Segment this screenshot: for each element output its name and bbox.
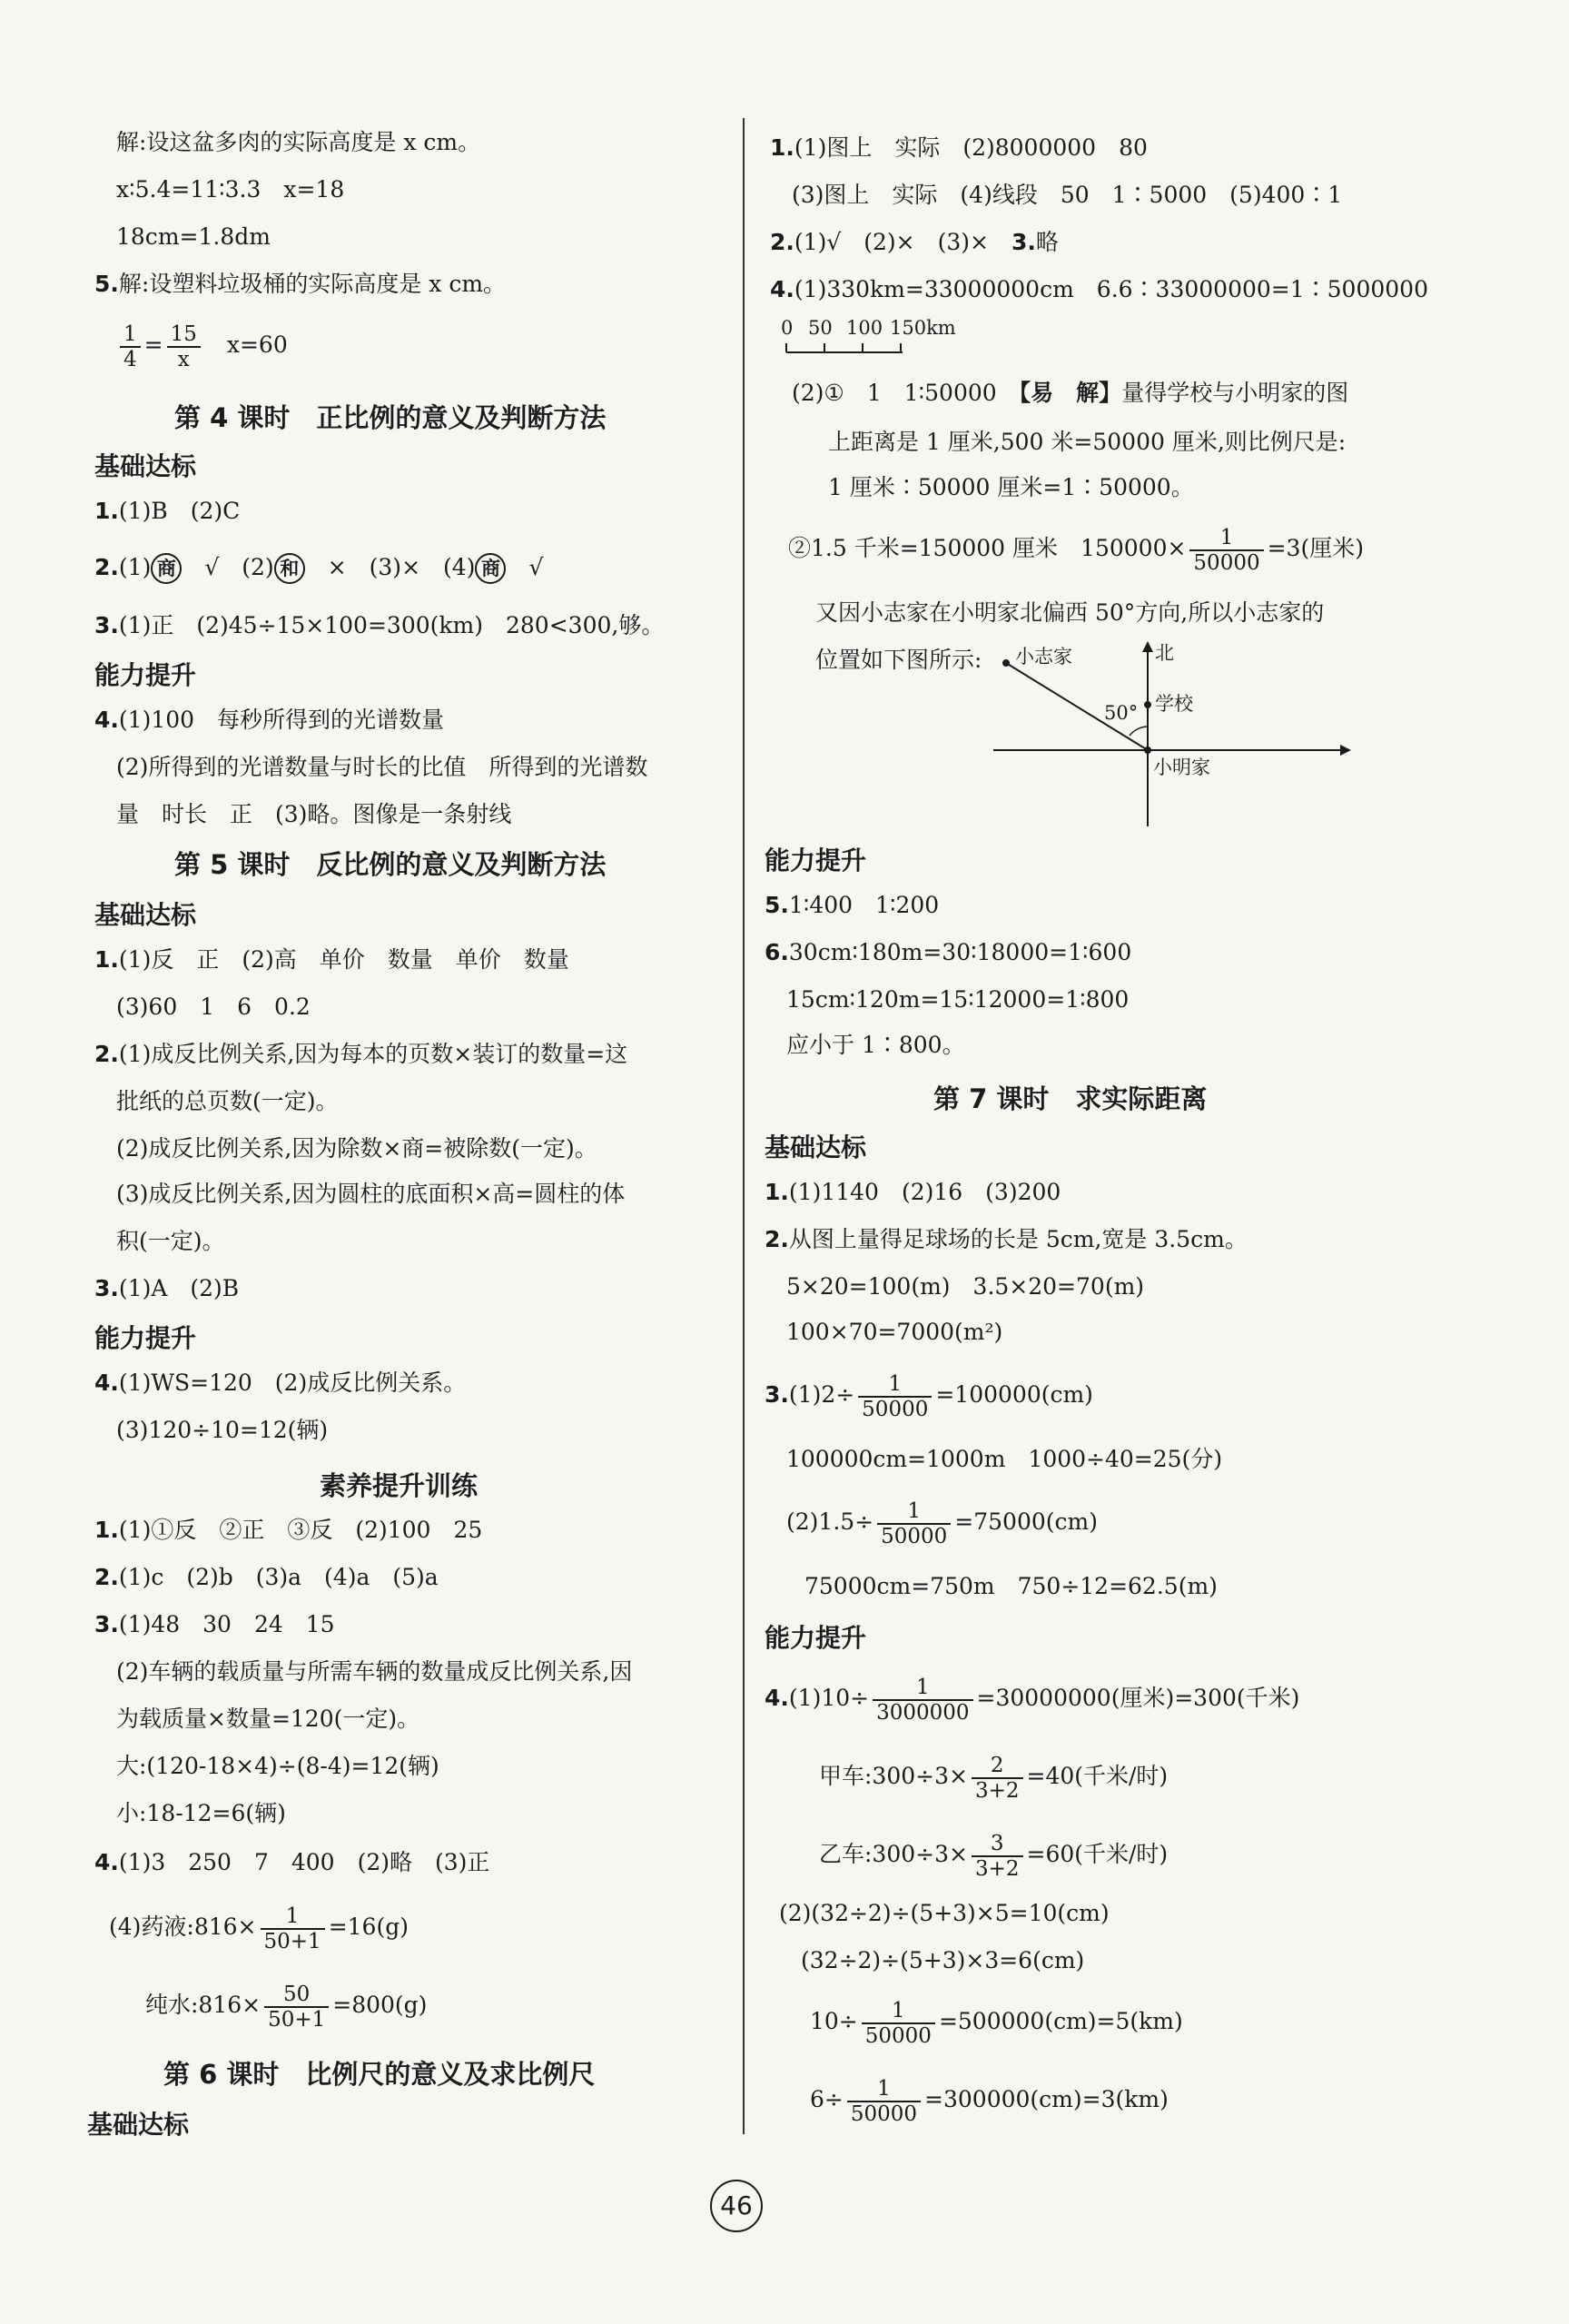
answer-line: (2)车辆的载质量与所需车辆的数量成反比例关系,因: [116, 1658, 633, 1685]
equation-line: 纯水:816× $\frac{50}{50+1}$ =800(g): [145, 1982, 428, 2032]
fraction: $\frac{1}{50000}$: [1189, 526, 1263, 575]
answer-line: (3)成反比例关系,因为圆柱的底面积×高=圆柱的体: [116, 1181, 626, 1207]
fraction: $\frac{1}{50000}$: [862, 1999, 935, 2048]
answer-line: 4.(1)WS=120 (2)成反比例关系。: [94, 1370, 467, 1396]
section-heading: 基础达标: [94, 451, 197, 481]
answer-line: 又因小志家在小明家北偏西 50°方向,所以小志家的: [815, 599, 1325, 626]
equation-line: 4.(1)10÷ $\frac{1}{3000000}$ =30000000(厘米)=300(千米): [765, 1675, 1300, 1725]
answer-line: 100×70=7000(m²): [786, 1319, 1003, 1345]
equation-line: 甲车:300÷3× $\frac{2}{3+2}$ =40(千米/时): [819, 1753, 1169, 1803]
section-heading: 基础达标: [94, 900, 197, 930]
circled-char: 商: [475, 553, 506, 584]
answer-line: 上距离是 1 厘米,500 米=50000 厘米,则比例尺是:: [828, 429, 1347, 455]
angle-arc: [1130, 727, 1148, 736]
section-heading: 能力提升: [94, 1323, 197, 1353]
equation-line: 6÷ $\frac{1}{50000}$ =300000(cm)=3(km): [810, 2076, 1169, 2126]
answer-line: 1.(1)1140 (2)16 (3)200: [765, 1179, 1061, 1205]
point-school: [1144, 701, 1151, 708]
answer-line: (2)① 1 1∶50000 【易 解】量得学校与小明家的图: [792, 380, 1349, 406]
point-xiaoming: [1144, 747, 1151, 754]
answer-line: 4.(1)330km=33000000cm 6.6∶33000000=1∶5000000: [770, 276, 1428, 302]
answer-line: 1 厘米∶50000 厘米=1∶50000。: [828, 474, 1194, 500]
answer-line: 解:设这盆多肉的实际高度是 x cm。: [116, 129, 481, 155]
answer-line: 1.(1)反 正 (2)高 单价 数量 单价 数量: [94, 946, 569, 973]
section-heading: 基础达标: [87, 2110, 190, 2140]
label-angle: 50°: [1104, 702, 1139, 724]
fraction: $\frac{1}{50000}$: [847, 2077, 921, 2126]
equation-line: 乙车:300÷3× $\frac{3}{3+2}$ =60(千米/时): [819, 1831, 1169, 1881]
lesson-heading: 第 4 课时 正比例的意义及判断方法: [174, 402, 607, 433]
answer-line: (3)60 1 6 0.2: [116, 994, 311, 1020]
line-scale-figure: [779, 309, 997, 360]
lesson-heading: 第 6 课时 比例尺的意义及求比例尺: [163, 2059, 596, 2090]
fraction: $\frac{3}{3+2}$: [972, 1832, 1023, 1881]
answer-line: 5×20=100(m) 3.5×20=70(m): [786, 1273, 1145, 1300]
answer-line: (2)成反比例关系,因为除数×商=被除数(一定)。: [116, 1135, 597, 1162]
answer-line: 量 时长 正 (3)略。图像是一条射线: [116, 801, 512, 827]
answer-line: 2.(1)√ (2)× (3)× 3.略: [770, 229, 1059, 255]
section-heading: 能力提升: [765, 1623, 867, 1653]
equation-line: $\frac{1}{4}$ = $\frac{15}{x}$ x=60: [116, 318, 288, 372]
column-divider: [743, 118, 745, 2134]
answer-line: 100000cm=1000m 1000÷40=25(分): [786, 1446, 1223, 1472]
fraction: $\frac{1}{50+1}$: [261, 1904, 325, 1953]
scale-label: 50: [808, 317, 833, 339]
answer-line: 15cm∶120m=15∶12000=1∶800: [786, 986, 1130, 1013]
scale-label: 0: [781, 317, 794, 339]
answer-line: 3.(1)正 (2)45÷15×100=300(km) 280<300,够。: [94, 612, 665, 638]
equation-line: 3.(1)2÷ $\frac{1}{50000}$ =100000(cm): [765, 1371, 1093, 1421]
section-heading: 能力提升: [94, 660, 197, 690]
answer-line: (3)图上 实际 (4)线段 50 1∶5000 (5)400∶1: [792, 182, 1343, 208]
answer-line: 3.(1)48 30 24 15: [94, 1611, 335, 1637]
fraction: $\frac{15}{x}$: [167, 322, 201, 371]
fraction: $\frac{1}{50000}$: [858, 1372, 932, 1421]
page-number: 46: [710, 2180, 763, 2232]
equation-line: (2)1.5÷ $\frac{1}{50000}$ =75000(cm): [786, 1498, 1098, 1548]
answer-line: 批纸的总页数(一定)。: [116, 1088, 339, 1114]
answer-line: (32÷2)÷(5+3)×3=6(cm): [801, 1947, 1085, 1973]
equation-line: 10÷ $\frac{1}{50000}$ =500000(cm)=5(km): [810, 1998, 1183, 2048]
equation-line: ②1.5 千米=150000 厘米 150000× $\frac{1}{50000}$ =3(厘米): [788, 525, 1364, 575]
answer-line: 2.(1) 商 √ (2) 和 × (3)× (4) 商 √: [94, 552, 543, 584]
answer-line: (2)所得到的光谱数量与时长的比值 所得到的光谱数: [116, 754, 648, 780]
answer-line: 1.(1)B (2)C: [94, 498, 241, 524]
answer-line: 2.(1)成反比例关系,因为每本的页数×装订的数量=这: [94, 1041, 628, 1067]
answer-line: 6.30cm∶180m=30∶18000=1∶600: [765, 939, 1132, 965]
answer-line: 18cm=1.8dm: [116, 223, 271, 250]
scale-label: 150km: [890, 317, 956, 339]
answer-line: 应小于 1∶800。: [786, 1032, 965, 1058]
fraction: $\frac{1}{4}$: [120, 322, 141, 371]
lesson-heading: 素养提升训练: [320, 1470, 479, 1501]
scale-label: 100: [846, 317, 883, 339]
answer-line: 大:(120-18×4)÷(8-4)=12(辆): [116, 1753, 439, 1779]
label-xiaozhi: 小志家: [1015, 646, 1072, 668]
arrow-icon: [1142, 641, 1153, 652]
answer-line: 为载质量×数量=120(一定)。: [116, 1706, 420, 1732]
answer-line: 积(一定)。: [116, 1228, 225, 1254]
answer-line: 5.解:设塑料垃圾桶的实际高度是 x cm。: [94, 271, 507, 297]
answer-line: 1.(1)图上 实际 (2)8000000 80: [770, 134, 1148, 161]
section-heading: 能力提升: [765, 846, 867, 875]
answer-line: (2)(32÷2)÷(5+3)×5=10(cm): [779, 1900, 1110, 1926]
answer-line: 5.1∶400 1∶200: [765, 892, 940, 918]
explanation-tag: 【易 解】: [1019, 380, 1122, 406]
lesson-heading: 第 7 课时 求实际距离: [933, 1083, 1208, 1114]
answer-line: 小:18-12=6(辆): [116, 1800, 286, 1826]
answer-line: x∶5.4=11∶3.3 x=18: [116, 176, 345, 203]
fraction: $\frac{1}{50000}$: [877, 1499, 951, 1548]
label-xiaoming: 小明家: [1153, 757, 1210, 778]
lesson-heading: 第 5 课时 反比例的意义及判断方法: [174, 849, 607, 880]
section-heading: 基础达标: [765, 1132, 867, 1162]
equation-line: (4)药液:816× $\frac{1}{50+1}$ =16(g): [109, 1904, 409, 1953]
fraction: $\frac{50}{50+1}$: [264, 1983, 329, 2032]
arrow-icon: [1340, 745, 1351, 756]
answer-line: 4.(1)100 每秒所得到的光谱数量: [94, 707, 445, 733]
answer-line: 3.(1)A (2)B: [94, 1275, 240, 1301]
answer-line: (3)120÷10=12(辆): [116, 1417, 329, 1443]
answer-line: 4.(1)3 250 7 400 (2)略 (3)正: [94, 1849, 490, 1875]
label-school: 学校: [1155, 693, 1193, 715]
answer-line: 2.从图上量得足球场的长是 5cm,宽是 3.5cm。: [765, 1226, 1248, 1252]
label-north: 北: [1155, 642, 1174, 664]
direction-diagram: [988, 636, 1387, 836]
circled-char: 商: [151, 553, 182, 584]
fraction: $\frac{1}{3000000}$: [873, 1676, 972, 1725]
answer-line: 75000cm=750m 750÷12=62.5(m): [804, 1573, 1218, 1599]
point-xiaozhi: [1002, 659, 1010, 667]
answer-line: 2.(1)c (2)b (3)a (4)a (5)a: [94, 1564, 439, 1590]
answer-line: 1.(1)①反 ②正 ③反 (2)100 25: [94, 1517, 483, 1543]
fraction: $\frac{2}{3+2}$: [972, 1754, 1023, 1803]
circled-char: 和: [274, 553, 305, 584]
answer-line: 位置如下图所示:: [815, 647, 982, 673]
